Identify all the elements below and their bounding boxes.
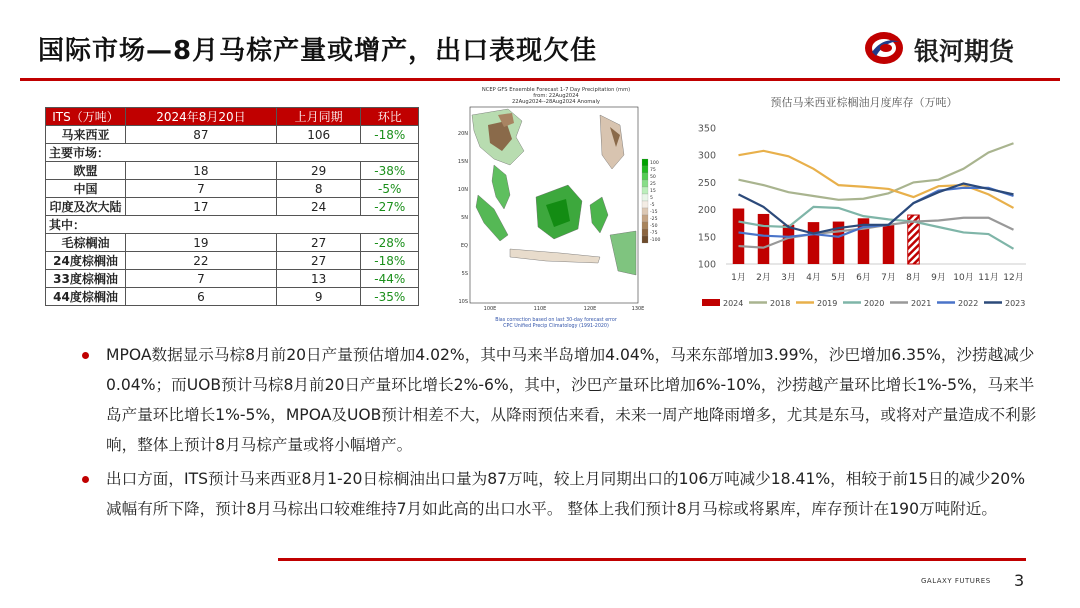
map-footnote-line: Bias correction based on last 30-day forecast error <box>495 318 617 323</box>
footer-divider <box>278 558 1026 561</box>
map-title-line: 22Aug2024--28Aug2024 Anomaly <box>511 99 601 105</box>
bar-2024 <box>733 209 745 264</box>
row-change: -28% <box>361 234 419 252</box>
map-legend-swatch <box>642 173 648 180</box>
map-legend-swatch <box>642 236 648 243</box>
x-tick-label: 6月 <box>856 273 871 283</box>
map-legend-label: -100 <box>650 238 661 243</box>
map-lat-label: 10S <box>458 299 468 305</box>
y-tick-label: 100 <box>697 259 716 271</box>
row-value-current: 6 <box>126 288 277 306</box>
series-line-2019 <box>739 151 1014 208</box>
y-tick-label: 350 <box>697 123 716 135</box>
chart-title: 预估马来西亚棕榈油月度库存（万吨） <box>770 96 958 109</box>
row-value-prev: 24 <box>276 198 361 216</box>
bar-2024 <box>758 214 770 264</box>
map-legend-swatch <box>642 166 648 173</box>
bullet-text: 出口方面，ITS预计马来西亚8月1-20日棕榈油出口量为87万吨，较上月同期出口的106万吨减少18.41%，相较于前15日的减少20%减幅有所下降，预计8月马棕出口较难维持7月如此高的出口水平。 整体上我们预计8月马棕或将累库，库存预计在190万吨附近。 <box>106 470 1026 518</box>
row-change: -44% <box>361 270 419 288</box>
map-legend <box>642 159 661 243</box>
row-value-current: 22 <box>126 252 277 270</box>
row-value-current: 19 <box>126 234 277 252</box>
table-header-cell: 环比 <box>361 108 419 126</box>
map-title-line: NCEP GFS Ensemble Forecast 1-7 Day Precipitation (mm) <box>481 87 631 93</box>
map-lat-label: 15N <box>457 159 468 165</box>
legend-label: 2024 <box>723 299 744 308</box>
map-legend-label: -15 <box>650 210 658 215</box>
map-legend-label: 5 <box>650 196 653 201</box>
table-header-row <box>46 108 419 126</box>
table-row <box>46 252 419 270</box>
bullet-text: MPOA数据显示马棕8月前20日产量预估增加4.02%，其中马来半岛增加4.04%，马来东部增加3.99%，沙巴增加6.35%，沙捞越减少0.04%；而UOB预计马棕8月前20日产量环比增长2%-6%，其中，沙巴产量环比增加6%-10%，沙捞越产量环比增长1%-5%，马来半岛产量环比增长1%-5%，MPOA及UOB预计相差不大，从降雨预估来看，未来一周产地降雨增多，尤其是东马，或将对产量造成不利影响，整体上预计8月马棕产量或将小幅增产。 <box>106 346 1037 454</box>
map-legend-swatch <box>642 194 648 201</box>
map-lon-label: 120E <box>583 306 597 312</box>
map-footnote-line: CPC Unified Precip Climatology (1991-2020) <box>503 324 609 329</box>
table-row <box>46 234 419 252</box>
map-lat-label: 5S <box>461 271 468 277</box>
map-legend-label: -5 <box>650 203 655 208</box>
map-legend-label: 75 <box>650 168 656 173</box>
row-change: -5% <box>361 180 419 198</box>
row-value-current: 87 <box>126 126 277 144</box>
row-label: 欧盟 <box>46 162 126 180</box>
legend-label: 2020 <box>864 299 885 308</box>
map-legend-label: 25 <box>650 182 656 187</box>
map-legend-swatch <box>642 159 648 166</box>
bullet-item <box>78 464 1038 524</box>
y-tick-label: 300 <box>697 150 716 162</box>
brand-name: 银河期货 <box>914 37 1015 66</box>
table-header-cell: 2024年8月20日 <box>126 108 277 126</box>
row-label: 毛棕榈油 <box>46 234 126 252</box>
x-tick-label: 2月 <box>756 273 771 283</box>
map-legend-label: 15 <box>650 189 656 194</box>
bullet-item <box>78 340 1038 460</box>
map-legend-label: 100 <box>650 161 659 166</box>
commentary-bullets <box>78 340 1038 528</box>
page-number: 3 <box>1014 571 1025 590</box>
row-value-prev: 29 <box>276 162 361 180</box>
row-label: 44度棕榈油 <box>46 288 126 306</box>
table-row <box>46 162 419 180</box>
legend-label: 2021 <box>911 299 932 308</box>
map-lat-label: 5N <box>461 215 468 221</box>
row-label: 马来西亚 <box>46 126 126 144</box>
legend-label: 2019 <box>817 299 838 308</box>
row-value-prev: 106 <box>276 126 361 144</box>
row-label: 24度棕榈油 <box>46 252 126 270</box>
bar-2024 <box>783 225 795 264</box>
table-row <box>46 126 419 144</box>
row-change: -18% <box>361 126 419 144</box>
row-value-current: 7 <box>126 270 277 288</box>
row-label: 中国 <box>46 180 126 198</box>
x-tick-label: 1月 <box>731 273 746 283</box>
x-tick-label: 9月 <box>931 273 946 283</box>
map-lon-label: 110E <box>533 306 547 312</box>
map-legend-label: 50 <box>650 175 656 180</box>
table-row <box>46 180 419 198</box>
legend-label: 2018 <box>770 299 791 308</box>
precipitation-map-figure <box>450 85 662 335</box>
table-row <box>46 198 419 216</box>
map-lon-label: 100E <box>483 306 497 312</box>
y-tick-label: 200 <box>697 205 716 217</box>
brand-logo <box>862 28 1042 68</box>
table-row <box>46 288 419 306</box>
y-tick-label: 150 <box>697 232 716 244</box>
map-legend-label: -75 <box>650 231 658 236</box>
table-section-row <box>46 144 419 162</box>
series-line-2018 <box>739 143 1014 200</box>
row-value-prev: 27 <box>276 252 361 270</box>
row-value-prev: 27 <box>276 234 361 252</box>
row-value-current: 17 <box>126 198 277 216</box>
x-tick-label: 3月 <box>781 273 796 283</box>
row-label: 33度棕榈油 <box>46 270 126 288</box>
row-value-prev: 13 <box>276 270 361 288</box>
table-section-row <box>46 216 419 234</box>
section-label: 其中： <box>46 216 419 234</box>
bullet-dot <box>82 352 89 359</box>
table-header-cell: 上月同期 <box>276 108 361 126</box>
bar-2024 <box>808 222 820 264</box>
legend-label: 2022 <box>958 299 979 308</box>
row-value-current: 7 <box>126 180 277 198</box>
map-legend-swatch <box>642 180 648 187</box>
footer-brand: GALAXY FUTURES <box>921 577 991 585</box>
y-tick-label: 250 <box>697 177 716 189</box>
page-title: 国际市场—8月马棕产量或增产，出口表现欠佳 <box>38 36 598 66</box>
row-value-prev: 9 <box>276 288 361 306</box>
x-tick-label: 10月 <box>953 273 974 283</box>
map-legend-label: -25 <box>650 217 658 222</box>
map-lon-label: 130E <box>631 306 645 312</box>
bar-2024 <box>883 225 895 264</box>
x-tick-label: 12月 <box>1003 273 1024 283</box>
bullet-dot <box>82 476 89 483</box>
map-lat-label: EQ <box>460 243 468 249</box>
title-divider <box>20 78 1060 81</box>
map-title-line: from: 22Aug2024 <box>533 93 579 99</box>
map-legend-swatch <box>642 222 648 229</box>
row-change: -35% <box>361 288 419 306</box>
row-value-prev: 8 <box>276 180 361 198</box>
row-change: -27% <box>361 198 419 216</box>
x-tick-label: 11月 <box>978 273 999 283</box>
inventory-chart-svg <box>690 90 1040 320</box>
table-row <box>46 270 419 288</box>
map-legend-swatch <box>642 201 648 208</box>
table-header-cell: ITS（万吨） <box>46 108 126 126</box>
map-legend-swatch <box>642 215 648 222</box>
row-value-current: 18 <box>126 162 277 180</box>
row-change: -18% <box>361 252 419 270</box>
precipitation-map <box>450 85 662 335</box>
its-export-table <box>45 107 419 306</box>
galaxy-logo-icon <box>862 28 910 68</box>
map-lat-label: 20N <box>457 131 468 137</box>
row-change: -38% <box>361 162 419 180</box>
map-legend-swatch <box>642 187 648 194</box>
section-label: 主要市场： <box>46 144 419 162</box>
legend-swatch <box>702 299 720 306</box>
row-label: 印度及次大陆 <box>46 198 126 216</box>
inventory-chart <box>690 90 1040 320</box>
x-tick-label: 5月 <box>831 273 846 283</box>
map-legend-swatch <box>642 208 648 215</box>
x-tick-label: 8月 <box>906 273 921 283</box>
map-legend-swatch <box>642 229 648 236</box>
legend-label: 2023 <box>1005 299 1026 308</box>
x-tick-label: 7月 <box>881 273 896 283</box>
map-legend-label: -50 <box>650 224 658 229</box>
map-lat-label: 10N <box>457 187 468 193</box>
x-tick-label: 4月 <box>806 273 821 283</box>
